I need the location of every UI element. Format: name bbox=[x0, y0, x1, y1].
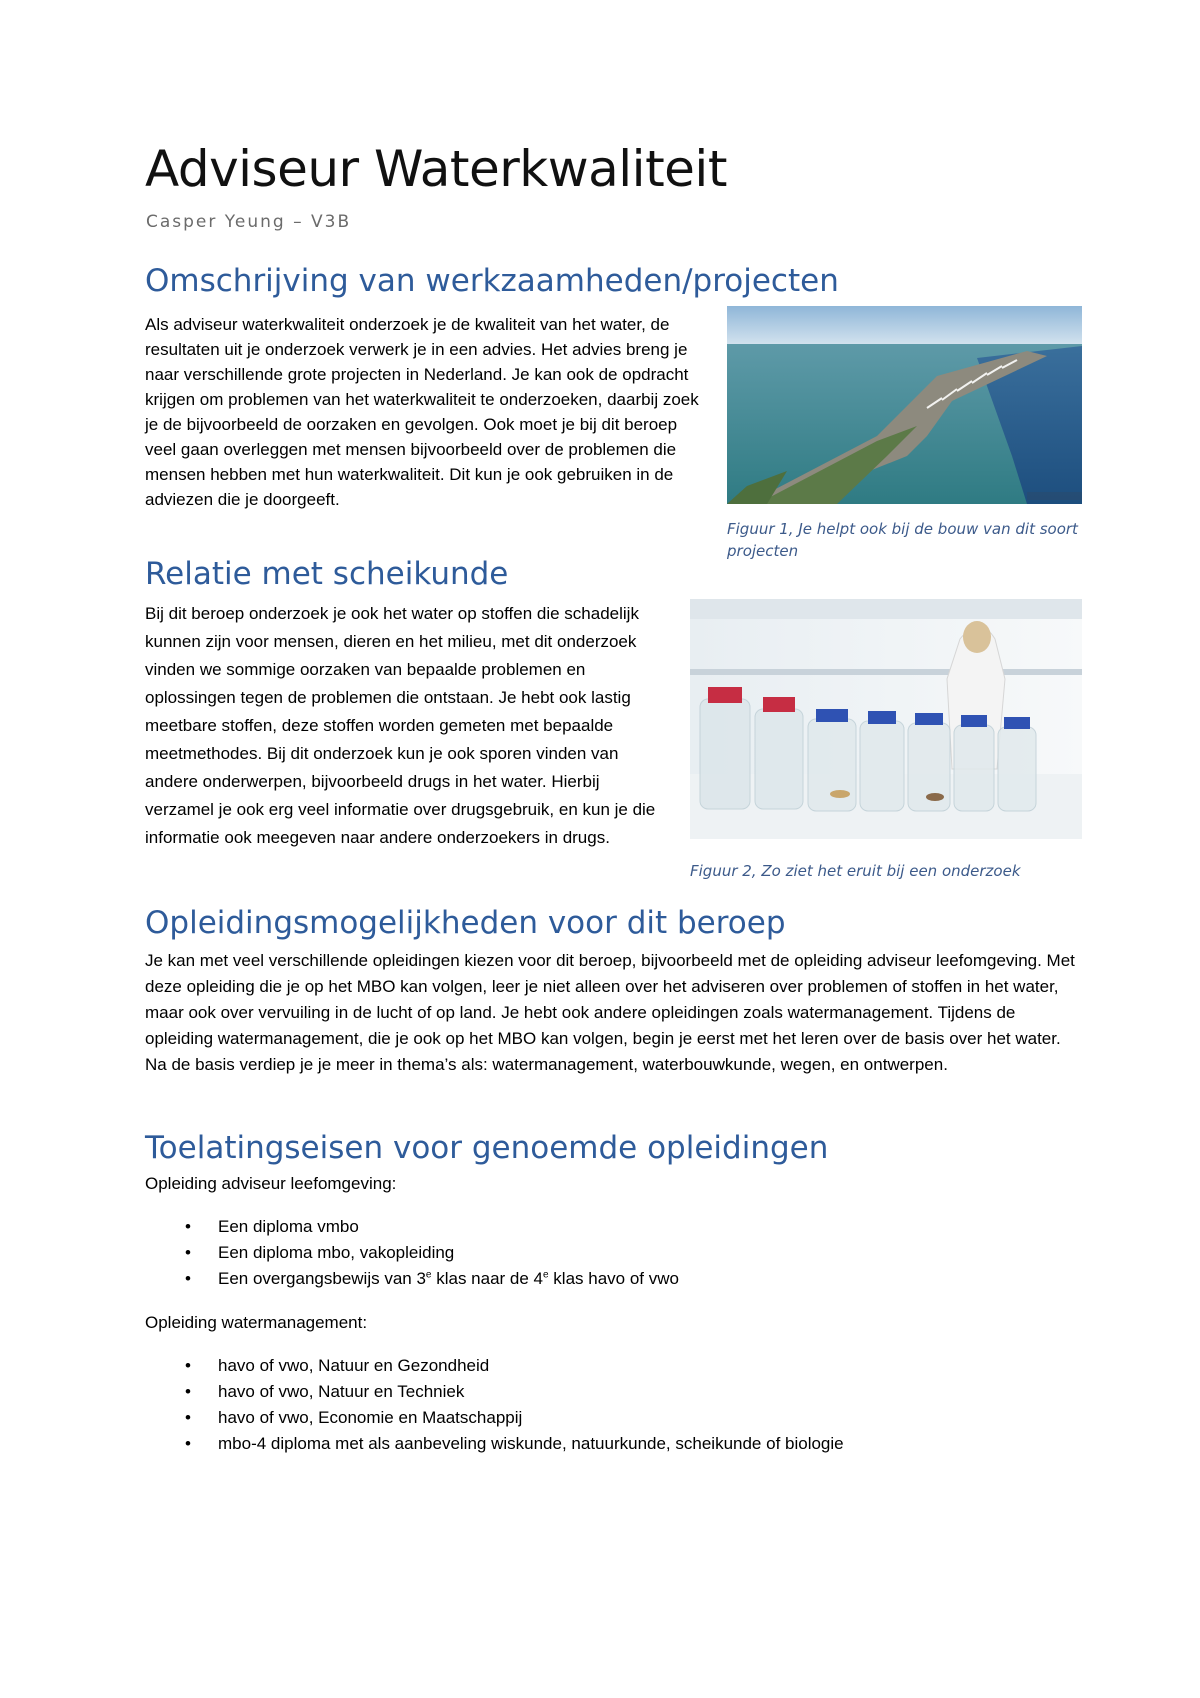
laboratory-image bbox=[690, 599, 1082, 839]
document-title: Adviseur Waterkwaliteit bbox=[145, 140, 727, 198]
label-opleiding-leefomgeving: Opleiding adviseur leefomgeving: bbox=[145, 1174, 397, 1193]
bullet-icon: • bbox=[185, 1408, 191, 1427]
paragraph-opleidingen: Je kan met veel verschillende opleidingen kiezen voor dit beroep, bijvoorbeeld met de opleiding adviseur leefomgeving. Met deze opleiding die je op het MBO kan volgen, leer je niet alleen over het adviseren over problemen of stoffen in het water, maar ook over vervuiling in de lucht of op land. Je hebt ook andere opleidingen zoals watermanagement. Tijdens de opleiding watermanagement, die je ook op het MBO kan volgen, begin je eerst met het leren over de basis over het water. Na de basis verdiep je je meer in thema’s als: watermanagement, waterbouwkunde, wegen, en ontwerpen. bbox=[145, 951, 1075, 1074]
caption-figure-2: Figuur 2, Zo ziet het eruit bij een onderzoek bbox=[690, 862, 1021, 880]
heading-toelating: Toelatingseisen voor genoemde opleidingen bbox=[145, 1130, 829, 1166]
bullet-icon: • bbox=[185, 1217, 191, 1236]
figure-lab-photo bbox=[690, 599, 1082, 839]
bullet-icon: • bbox=[185, 1243, 191, 1262]
list-item: • Een overgangsbewijs van 3e klas naar de 4e klas havo of vwo bbox=[145, 1266, 1080, 1292]
bullet-icon: • bbox=[185, 1382, 191, 1401]
bullet-icon: • bbox=[185, 1434, 191, 1453]
list-item: • havo of vwo, Natuur en Techniek bbox=[145, 1379, 1080, 1405]
bullet-icon: • bbox=[185, 1269, 191, 1288]
bullet-icon: • bbox=[185, 1356, 191, 1375]
list-item: • Een diploma mbo, vakopleiding bbox=[145, 1240, 1080, 1266]
list-item: • Een diploma vmbo bbox=[145, 1214, 1080, 1240]
list-eisen-watermanagement bbox=[145, 1353, 1080, 1457]
list-eisen-leefomgeving bbox=[145, 1214, 1080, 1292]
list-item: • mbo-4 diploma met als aanbeveling wiskunde, natuurkunde, scheikunde of biologie bbox=[145, 1431, 1080, 1457]
heading-werkzaamheden: Omschrijving van werkzaamheden/projecten bbox=[145, 263, 839, 299]
dam-aerial-image bbox=[727, 306, 1082, 504]
heading-opleidingen: Opleidingsmogelijkheden voor dit beroep bbox=[145, 905, 786, 941]
paragraph-scheikunde: Bij dit beroep onderzoek je ook het water op stoffen die schadelijk kunnen zijn voor mensen, dieren en het milieu, met dit onderzoek vinden we sommige oorzaken van bepaalde problemen en oplossingen tegen de problemen die ontstaan. Je hebt ook lastig meetbare stoffen, deze stoffen worden gemeten met bepaalde meetmethodes. Bij dit onderzoek kun je ook sporen vinden van andere onderwerpen, bijvoorbeeld drugs in het water. Hierbij verzamel je ook erg veel informatie over drugsgebruik, en kun je die informatie ook meegeven naar andere onderzoekers in drugs. bbox=[145, 604, 656, 847]
paragraph-werkzaamheden: Als adviseur waterkwaliteit onderzoek je de kwaliteit van het water, de resultaten uit je onderzoek verwerk je in een advies. Het advies breng je naar verschillende grote projecten in Nederland. Je kan ook de opdracht krijgen om problemen van het waterkwaliteit te onderzoeken, daarbij zoek je de bijvoorbeeld de oorzaken en gevolgen. Ook moet je bij dit beroep veel gaan overleggen met mensen bijvoorbeeld over de problemen die mensen hebben met hun waterkwaliteit. Dit kun je ook gebruiken in de adviezen die je doorgeeft. bbox=[145, 315, 699, 509]
figure-dam-photo bbox=[727, 306, 1082, 504]
heading-scheikunde: Relatie met scheikunde bbox=[145, 556, 509, 592]
document-subtitle: Casper Yeung – V3B bbox=[146, 212, 352, 232]
list-item: • havo of vwo, Natuur en Gezondheid bbox=[145, 1353, 1080, 1379]
caption-figure-1: Figuur 1, Je helpt ook bij de bouw van dit soort projecten bbox=[727, 520, 1078, 560]
list-item: • havo of vwo, Economie en Maatschappij bbox=[145, 1405, 1080, 1431]
label-opleiding-watermanagement: Opleiding watermanagement: bbox=[145, 1313, 368, 1332]
